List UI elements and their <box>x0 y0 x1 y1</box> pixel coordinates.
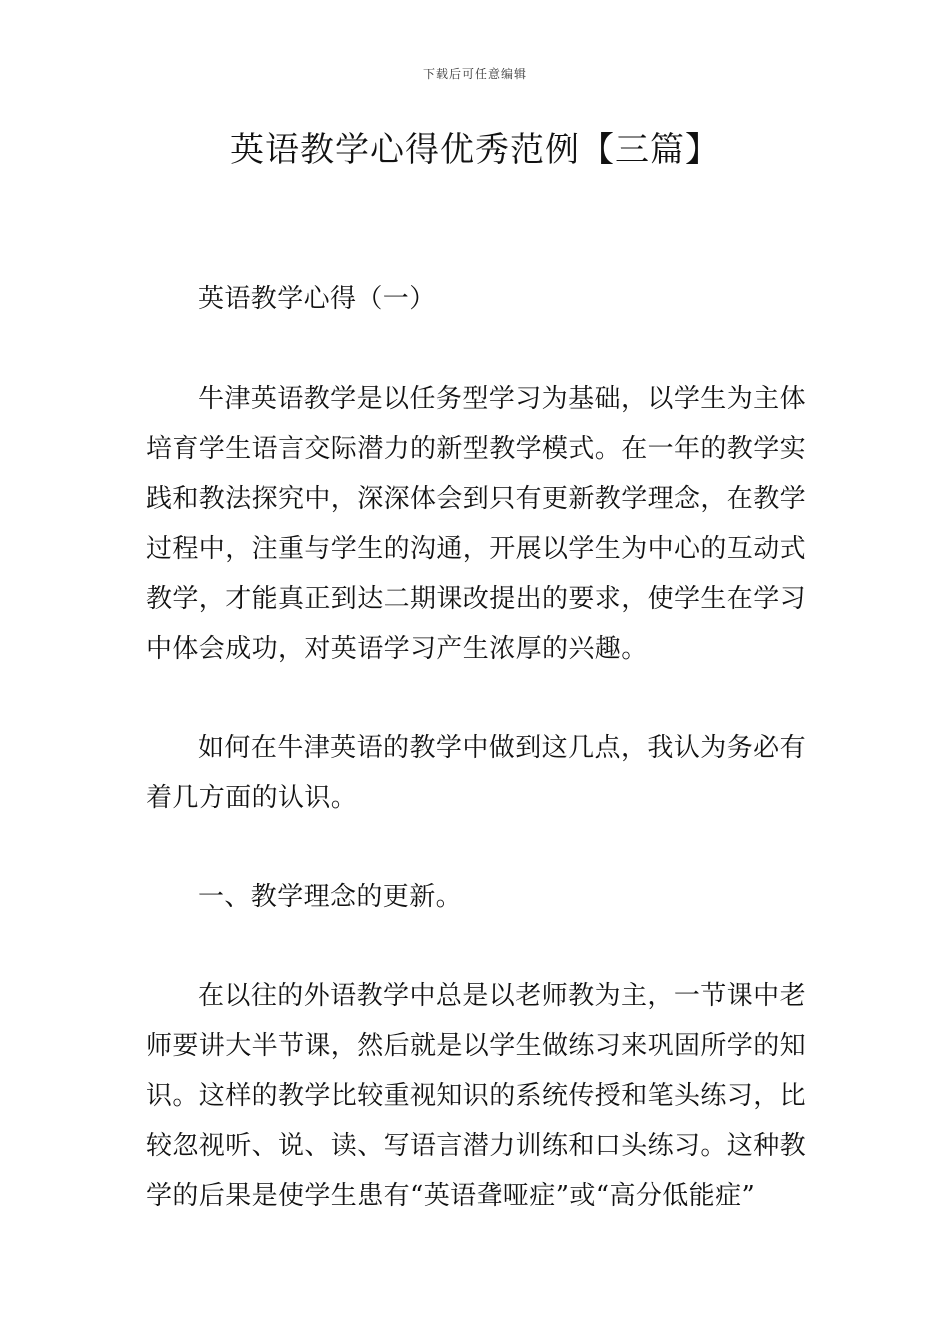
section-paragraph: 在以往的外语教学中总是以老师教为主，一节课中老师要讲大半节课，然后就是以学生做练习来巩固所学的知识。这样的教学比较重视知识的系统传授和笔头练习，比较忽视听、说、读、写语言潜力训练和口头练习。这种教学的后果是使学生患有“英语聋哑症”或“高分低能症” <box>146 981 807 1211</box>
header-note: 下载后可任意编辑 <box>422 67 527 81</box>
section-heading: 一、教学理念的更新。 <box>198 882 463 912</box>
subheading: 英语教学心得（一） <box>198 284 436 314</box>
paragraph-intro: 牛津英语教学是以任务型学习为基础，以学生为主体培育学生语言交际潜力的新型教学模式。在一年的教学实践和教法探究中，深深体会到只有更新教学理念，在教学过程中，注重与学生的沟通，开展以学生为中心的互动式教学，才能真正到达二期课改提出的要求，使学生在学习中体会成功，对英语学习产生浓厚的兴趣。 <box>146 384 807 664</box>
paragraph-question: 如何在牛津英语的教学中做到这几点，我认为务必有着几方面的认识。 <box>146 733 806 813</box>
document-title: 英语教学心得优秀范例【三篇】 <box>230 130 720 170</box>
